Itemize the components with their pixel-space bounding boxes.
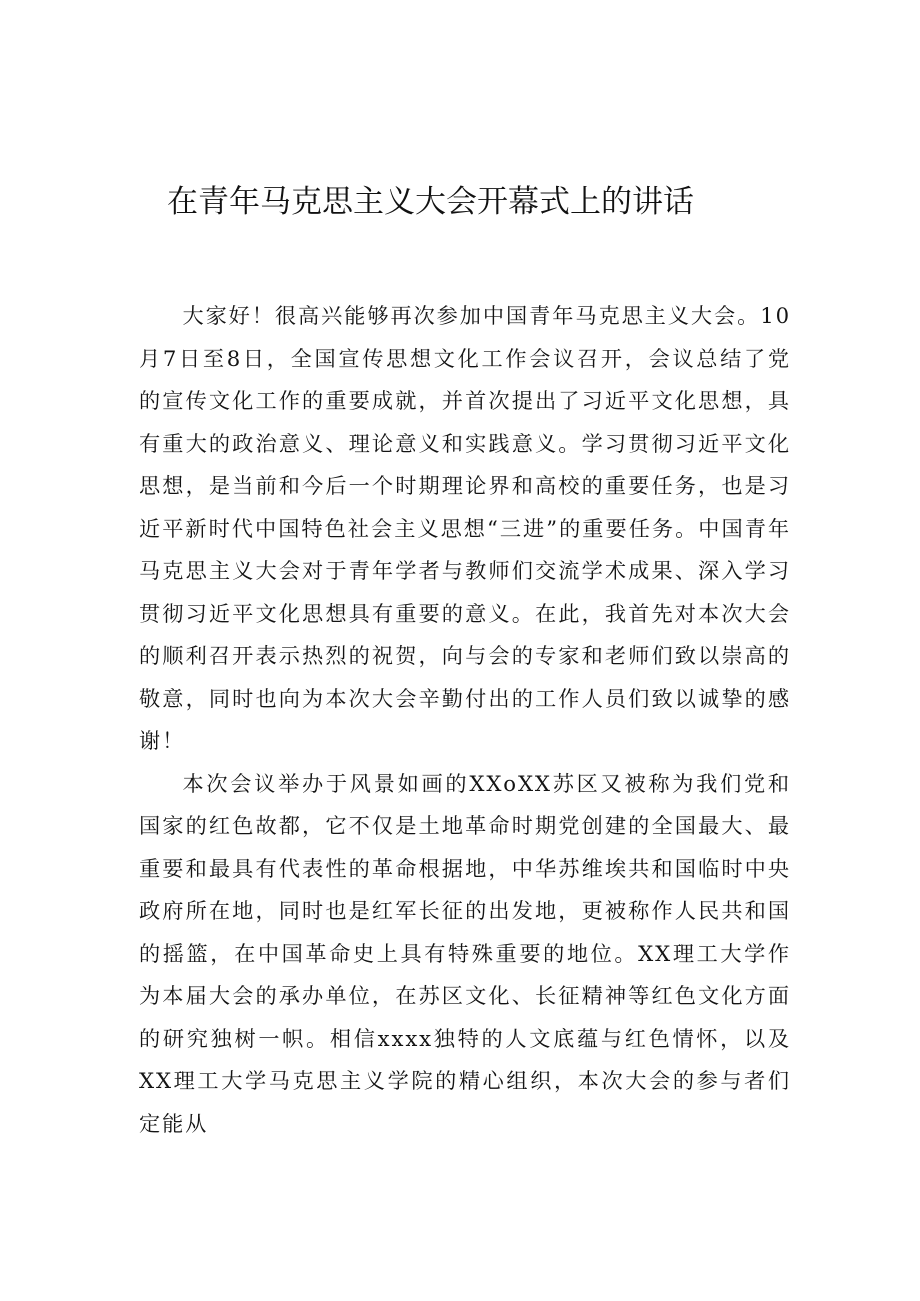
document-body [139, 295, 791, 1145]
document-title: 在青年马克思主义大会开幕式上的讲话 [167, 184, 694, 220]
body-paragraph-2: 本次会议举办于风景如画的XXoXX苏区又被称为我们党和国家的红色故都，它不仅是土地革命时期党创建的全国最大、最重要和最具有代表性的革命根据地，中华苏维埃共和国临时中央政府所在地，同时也是红军长征的出发地，更被称作人民共和国的摇篮，在中国革命史上具有特殊重要的地位。XX理工大学作为本届大会的承办单位，在苏区文化、长征精神等红色文化方面的研究独树一帜。相信xxxx独特的人文底蕴与红色情怀，以及XX理工大学马克思主义学院的精心组织，本次大会的参与者们定能从 [139, 770, 791, 1136]
body-paragraph-1: 大家好！很高兴能够再次参加中国青年马克思主义大会。10月7日至8日，全国宣传思想文化工作会议召开，会议总结了党的宣传文化工作的重要成就，并首次提出了习近平文化思想，具有重大的政治意义、理论意义和实践意义。学习贯彻习近平文化思想，是当前和今后一个时期理论界和高校的重要任务，也是习近平新时代中国特色社会主义思想“三进”的重要任务。中国青年马克思主义大会对于青年学者与教师们交流学术成果、深入学习贯彻习近平文化思想具有重要的意义。在此，我首先对本次大会的顺利召开表示热烈的祝贺，向与会的专家和老师们致以崇高的敬意，同时也向为本次大会辛勤付出的工作人员们致以诚挚的感谢！ [139, 303, 791, 753]
